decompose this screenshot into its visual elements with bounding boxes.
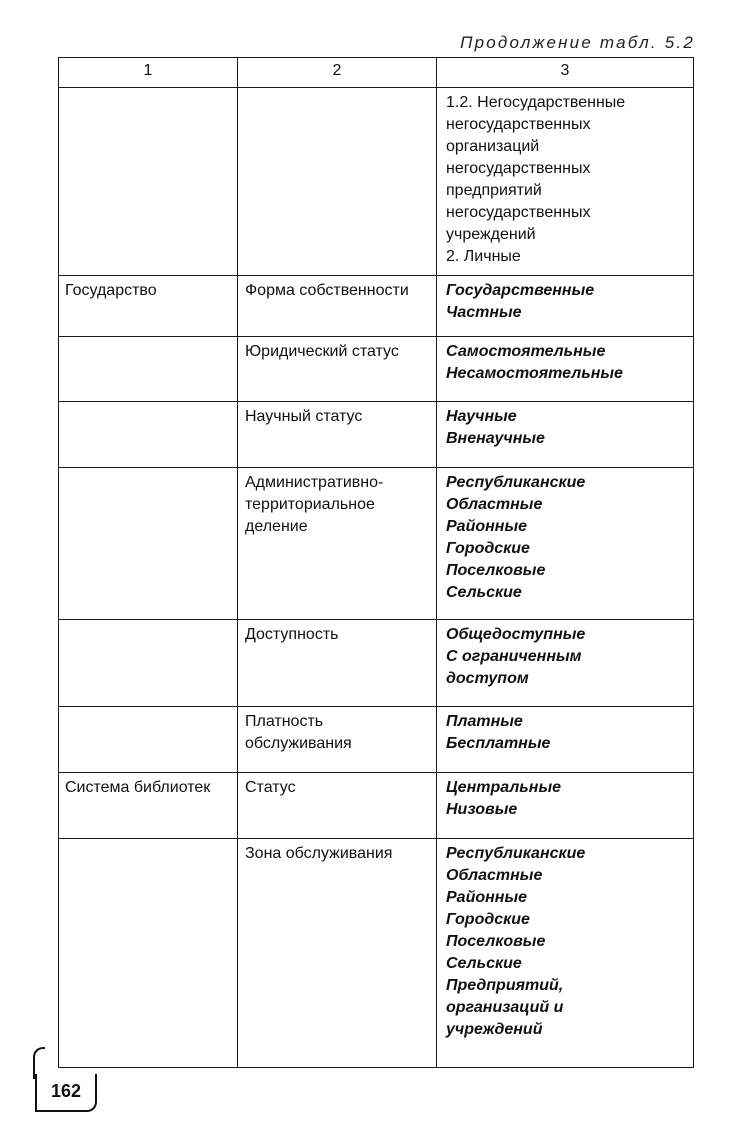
table-row [59,88,694,276]
header-col-3: 3 [437,58,694,88]
table-row [59,468,694,620]
type-item: С ограниченным [446,648,582,665]
table-row [59,707,694,773]
cell-criterion [238,707,437,773]
cell-types [437,468,694,620]
cell-criterion: Зона обслуживания [238,839,437,1068]
cell-criterion-group [59,337,238,402]
cell-criterion-group [59,402,238,468]
type-item: Бесплатные [446,735,551,752]
cell-criterion-group [59,839,238,1068]
type-item: учреждений [446,226,536,243]
table-row [59,276,694,337]
type-item: негосударственных [446,160,591,177]
cell-criterion: Статус [238,773,437,839]
type-item: Областные [446,496,543,513]
type-item: 1.2. Негосударственные [446,94,626,111]
cell-criterion: Форма собственности [238,276,437,337]
type-item: Городские [446,911,530,928]
type-item: предприятий [446,182,542,199]
cell-criterion-group: Система библиотек [59,773,238,839]
type-item: учреждений [446,1021,543,1038]
table-row [59,839,694,1068]
type-item: Научные [446,408,517,425]
type-item: Поселковые [446,933,546,950]
type-item: негосударственных [446,116,591,133]
cell-criterion: Юридический статус [238,337,437,402]
type-item: Областные [446,867,543,884]
cell-criterion-group [59,468,238,620]
cell-criterion-group [59,88,238,276]
type-item: Районные [446,889,528,906]
type-item: Государственные [446,282,595,299]
type-item: Вненаучные [446,430,545,447]
type-item: доступом [446,670,529,687]
table-row [59,337,694,402]
header-col-1: 1 [59,58,238,88]
table-row [59,402,694,468]
cell-criterion [238,88,437,276]
type-item: Поселковые [446,562,546,579]
header-col-2: 2 [238,58,437,88]
cell-types [437,276,694,337]
classification-table [58,57,694,1068]
criterion-line: территориальное [245,496,375,513]
type-item: Республиканские [446,845,586,862]
cell-types [437,88,694,276]
cell-criterion-group: Государство [59,276,238,337]
cell-types [437,707,694,773]
cell-types [437,839,694,1068]
criterion-line: обслуживания [245,735,352,752]
cell-types [437,402,694,468]
type-item: Несамостоятельные [446,365,623,382]
cell-types [437,773,694,839]
header-row [59,58,694,88]
type-item: Общедоступные [446,626,586,643]
type-item: Низовые [446,801,518,818]
table-row [59,773,694,839]
criterion-line: Платность [245,713,324,730]
type-item: негосударственных [446,204,591,221]
cell-types [437,620,694,707]
type-item: Районные [446,518,528,535]
type-item: Сельские [446,584,522,601]
type-item: организаций и [446,999,564,1016]
type-item: Центральные [446,779,561,796]
type-item: 2. Личные [446,248,521,265]
type-item: Частные [446,304,522,321]
table-row [59,620,694,707]
cell-criterion-group [59,707,238,773]
type-item: Республиканские [446,474,586,491]
type-item: организаций [446,138,540,155]
cell-criterion: Доступность [238,620,437,707]
type-item: Самостоятельные [446,343,606,360]
table-caption: Продолжение табл. 5.2 [460,33,695,52]
type-item: Сельские [446,955,522,972]
page-number: 162 [35,1074,97,1112]
type-item: Предприятий, [446,977,564,994]
type-item: Платные [446,713,523,730]
criterion-line: Административно- [245,474,384,491]
criterion-line: деление [245,518,308,535]
cell-criterion [238,468,437,620]
cell-criterion: Научный статус [238,402,437,468]
cell-criterion-group [59,620,238,707]
cell-types [437,337,694,402]
type-item: Городские [446,540,530,557]
